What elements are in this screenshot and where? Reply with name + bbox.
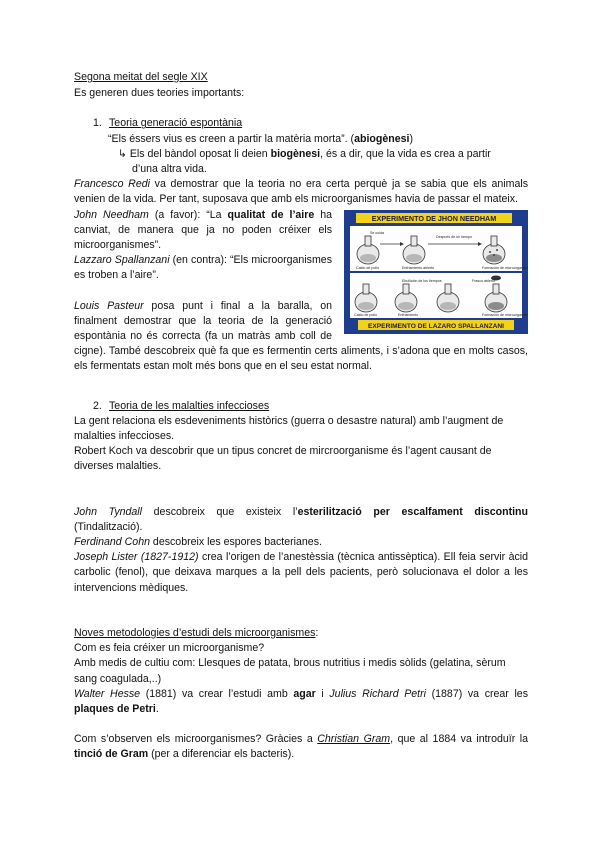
figure-label: Caldo de pollo — [354, 312, 377, 317]
gram-text-2: (per a diferenciar els bacteris). — [148, 748, 295, 761]
gram-paragraph — [74, 732, 528, 762]
figure-label: Se cuida — [370, 230, 384, 235]
petri-plates-term: plaques de Petri — [74, 702, 156, 715]
redi-paragraph — [74, 177, 528, 207]
quote-text: “Els éssers vius es creen a partir la matèria morta”. ( — [108, 132, 355, 145]
biogenesis-term: biogènesi — [270, 147, 321, 160]
gram-question: Com s’observen els microorganismes? Gràcies a — [74, 733, 318, 746]
redi-name: Francesco Redi — [74, 178, 150, 191]
tyndall-text: descobreix que existeix l’ — [142, 505, 298, 518]
abiogenesis-term: abiogènesi — [354, 132, 410, 145]
petri-text: (1887) va crear les — [426, 687, 528, 700]
pasteur-name: Louis Pasteur — [74, 299, 144, 312]
gram-name: Christian Gram — [317, 733, 391, 746]
tyndall-text-2: (Tindalització). — [74, 520, 143, 533]
needham-figure-title: EXPERIMENTO DE JHON NEEDHAM — [371, 213, 497, 223]
tyndall-name: John Tyndall — [74, 505, 142, 518]
theory-1-title: Teoria generació espontània — [109, 117, 243, 130]
theory-2-heading — [93, 399, 528, 414]
hesse-name: Walter Hesse — [74, 687, 141, 700]
lister-text: crea l’origen de l’anestèssia (tècnica antissèptica). Ell feia servir àcid carbolic (fenol), que deixava marques a la pell dels pacients, però solucionava el dolor a les intervencions mèdiques. — [74, 551, 528, 594]
figure-label: Enfriamiento — [398, 312, 419, 317]
petri-name: Julius Richard Petri — [329, 687, 426, 700]
sub-arrow-icon: ↳ — [118, 147, 127, 160]
intro-text: Es generen dues teories importants: — [74, 87, 245, 100]
theory-2-number: 2. — [93, 399, 102, 412]
spallanzani-name: Lazzaro Spallanzani — [74, 254, 170, 267]
lister-name: Joseph Lister (1827-1912) — [74, 551, 199, 564]
gram-text: , que al 1884 va introduïr la — [390, 733, 529, 746]
hesse-text: (1881) va crear l’estudi amb — [140, 687, 294, 700]
section-title: Segona meitat del segle XIX — [74, 71, 208, 83]
figure-label: Formación de microorganismos — [482, 265, 528, 270]
biogenesis-text-3: d’una altra vida. — [132, 163, 207, 176]
methods-question-1: Com es feia créixer un microorganisme? — [74, 642, 265, 655]
needham-name: John Needham — [74, 208, 149, 221]
period: . — [155, 702, 159, 715]
culture-media-paragraph: Amb medis de cultiu com: Llesques de patata, brous nutritius i medis sòlids (gelatina, sèrum sang coagulada,..) — [74, 657, 506, 685]
theory-2-paragraph-1: La gent relaciona els esdeveniments històrics (guerra o desastre natural) amb l’augment de malalties infeccioses. — [74, 414, 504, 443]
figure-label: Ebullición de los tiempos — [402, 278, 442, 283]
cohn-paragraph — [74, 535, 528, 550]
spallanzani-figure-title: EXPERIMENTO DE LAZARO SPALLANZANI — [367, 322, 505, 330]
redi-text: va demostrar que la teoria no era certa perquè ja se sabia que els animals venien de la vida. Per tant, suposava que amb els microorganismes havia de passar el mateix. — [74, 178, 528, 206]
theory-2-paragraph-2: Robert Koch va descobrir que un tipus concret de mircroorganisme és l’agent causant de diverses malalties. — [74, 445, 492, 473]
abiogenesis-quote — [108, 132, 528, 147]
cohn-name: Ferdinand Cohn — [74, 536, 150, 549]
figure-label: Enfriamiento abierto — [402, 265, 435, 270]
conjunction: i — [315, 687, 330, 700]
hesse-petri-paragraph — [74, 687, 528, 717]
figure-label: Frasco abierto — [472, 278, 495, 283]
cohn-text: descobreix les espores bacterianes. — [149, 536, 322, 549]
methods-heading — [74, 626, 528, 641]
needham-text: (a favor): “La — [148, 208, 228, 221]
theory-1-heading — [93, 116, 528, 131]
tyndall-paragraph — [74, 505, 528, 535]
biogenesis-text-2: , és a dir, que la vida es crea a partir — [320, 147, 491, 160]
experiment-figure — [344, 210, 528, 334]
methods-colon: : — [315, 626, 319, 639]
theory-2-title: Teoria de les malalties infeccioses — [109, 399, 270, 412]
methods-title: Noves metodologies d’estudi dels microorganismes — [74, 626, 316, 639]
spallanzani-text: (en contra): “Els microorganismes es troben a l’aire”. — [74, 254, 332, 282]
figure-label: Formación de microorganismos — [482, 312, 528, 317]
theory-1-number: 1. — [93, 117, 102, 130]
sterilization-term: esterilització per escalfament discontinu — [297, 505, 528, 518]
biogenesis-text: Els del bàndol oposat li deien — [129, 147, 271, 160]
experiment-illustration — [344, 210, 528, 334]
gram-stain-term: tinció de Gram — [74, 748, 149, 761]
document-page — [74, 70, 528, 763]
air-quality-term: qualitat de l’aire — [227, 208, 315, 221]
biogenesis-note — [118, 147, 528, 177]
agar-term: agar — [293, 687, 316, 700]
needham-text-2: ha canviat, de manera que ja no poden créixer els microorganismes”. — [74, 208, 333, 252]
quote-close: ) — [409, 132, 413, 145]
pasteur-text: posa punt i final a la baralla, on finalment demostrar que la teoria de la generació espontània no és correcta (fa un matràs amb coll de cigne). També descobreix què fa que es fermentin certs aliments, i s’adona que en molts casos, els fermentats estan molt més bons que en el seu estat normal. — [74, 299, 528, 373]
lister-paragraph — [74, 550, 528, 596]
figure-label: Caldo de pollo — [356, 265, 379, 270]
figure-label: Después de un tiempo — [436, 234, 472, 239]
